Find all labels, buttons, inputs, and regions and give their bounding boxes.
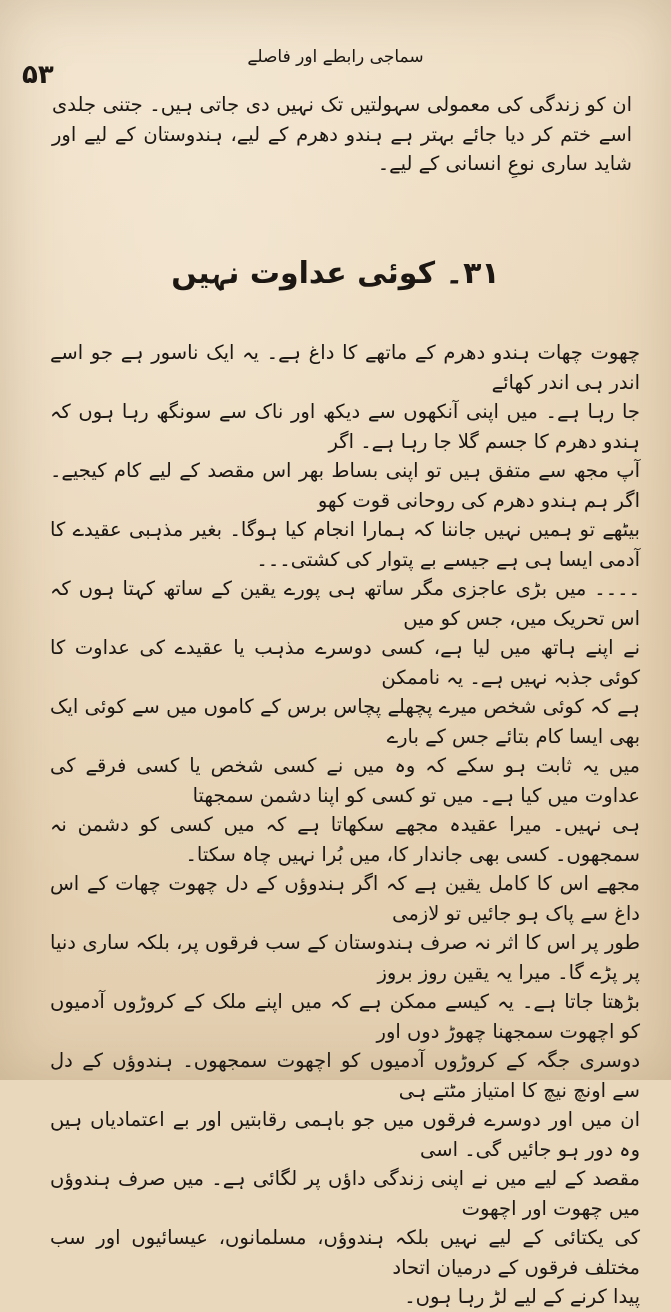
text-line: آپ مجھ سے متفق ہیں تو اپنی بساط بھر اس مقصد کے لیے کام کیجیے۔ اگر ہم ہندو دھرم کی روحانی قوت کھو bbox=[50, 459, 640, 512]
section-body bbox=[50, 338, 640, 1312]
section-heading: ۳۱۔ کوئی عداوت نہیں bbox=[171, 256, 500, 291]
text-line: نے اپنے ہاتھ میں لیا ہے، کسی دوسرے مذہب یا عقیدے کی عداوت کا کوئی جذبہ نہیں ہے۔ یہ ناممکن bbox=[50, 636, 640, 689]
text-line: ۔۔۔۔ میں بڑی عاجزی مگر ساتھ ہی پورے یقین کے ساتھ کہتا ہوں کہ اس تحریک میں، جس کو میں bbox=[50, 577, 640, 630]
text-line: بیٹھے تو ہمیں نہیں جاننا کہ ہمارا انجام کیا ہوگا۔ بغیر مذہبی عقیدے کا آدمی ایسا ہی ہے جیسے بے پتوار کی کشتی۔۔۔ bbox=[50, 518, 640, 571]
text-line: مقصد کے لیے میں نے اپنی زندگی داؤں پر لگائی ہے۔ میں صرف ہندوؤں میں چھوت اور اچھوت bbox=[50, 1167, 640, 1220]
text-line: مجھے اس کا کامل یقین ہے کہ اگر ہندوؤں کے دل چھوت چھات کے اس داغ سے پاک ہو جائیں تو لازمی bbox=[50, 872, 640, 925]
text-line: میں یہ ثابت ہو سکے کہ وہ میں نے کسی شخص یا کسی فرقے کی عداوت میں کیا ہے۔ میں تو کسی کو اپنا دشمن سمجھتا bbox=[50, 754, 640, 807]
text-line: دوسری جگہ کے کروڑوں آدمیوں کو اچھوت سمجھوں۔ ہندوؤں کے دل سے اونچ نیچ کا امتیاز مٹتے ہی bbox=[50, 1049, 640, 1102]
text-line: چھوت چھات ہندو دھرم کے ماتھے کا داغ ہے۔ یہ ایک ناسور ہے جو اسے اندر ہی اندر کھائے bbox=[50, 341, 640, 394]
intro-paragraph: ان کو زندگی کی معمولی سہولتیں تک نہیں دی جاتی ہیں۔ جتنی جلدی اسے ختم کر دیا جائے بہتر ہے ہندو دھرم کے لیے، ہندوستان کے لیے اور شاید ساری نوعِ انسانی کے لیے۔ bbox=[52, 93, 632, 175]
text-line: ہی نہیں۔ میرا عقیدہ مجھے سکھاتا ہے کہ میں کسی کو دشمن نہ سمجھوں۔ کسی بھی جاندار کا، میں بُرا نہیں چاہ سکتا۔ bbox=[50, 813, 640, 866]
text-line: جا رہا ہے۔ میں اپنی آنکھوں سے دیکھ اور ناک سے سونگھ رہا ہوں کہ ہندو دھرم کا جسم گلا جا رہا ہے۔ اگر bbox=[50, 400, 640, 453]
text-line: ان میں اور دوسرے فرقوں میں جو باہمی رقابتیں اور بے اعتمادیاں ہیں وہ دور ہو جائیں گی۔ اسی bbox=[50, 1108, 640, 1161]
text-line: پیدا کرنے کے لیے لڑ رہا ہوں۔ bbox=[404, 1285, 640, 1308]
text-line: کی یکتائی کے لیے نہیں بلکہ ہندوؤں، مسلمانوں، عیسائیوں اور سب مختلف فرقوں کے درمیان اتحاد bbox=[50, 1226, 640, 1279]
text-line: بڑھتا جاتا ہے۔ یہ کیسے ممکن ہے کہ میں اپنے ملک کے کروڑوں آدمیوں کو اچھوت سمجھنا چھوڑ دوں اور bbox=[50, 990, 640, 1043]
page-number: ۵۳ bbox=[22, 60, 54, 90]
text-line: ہے کہ کوئی شخص میرے پچھلے پچاس برس کے کاموں میں سے کوئی ایک بھی ایسا کام بتائے جس کے بارے bbox=[50, 695, 640, 748]
text-line: طور پر اس کا اثر نہ صرف ہندوستان کے سب فرقوں پر، بلکہ ساری دنیا پر پڑے گا۔ میرا یہ یقین روز بروز bbox=[50, 931, 640, 984]
running-head: سماجی رابطے اور فاصلے bbox=[247, 47, 424, 67]
